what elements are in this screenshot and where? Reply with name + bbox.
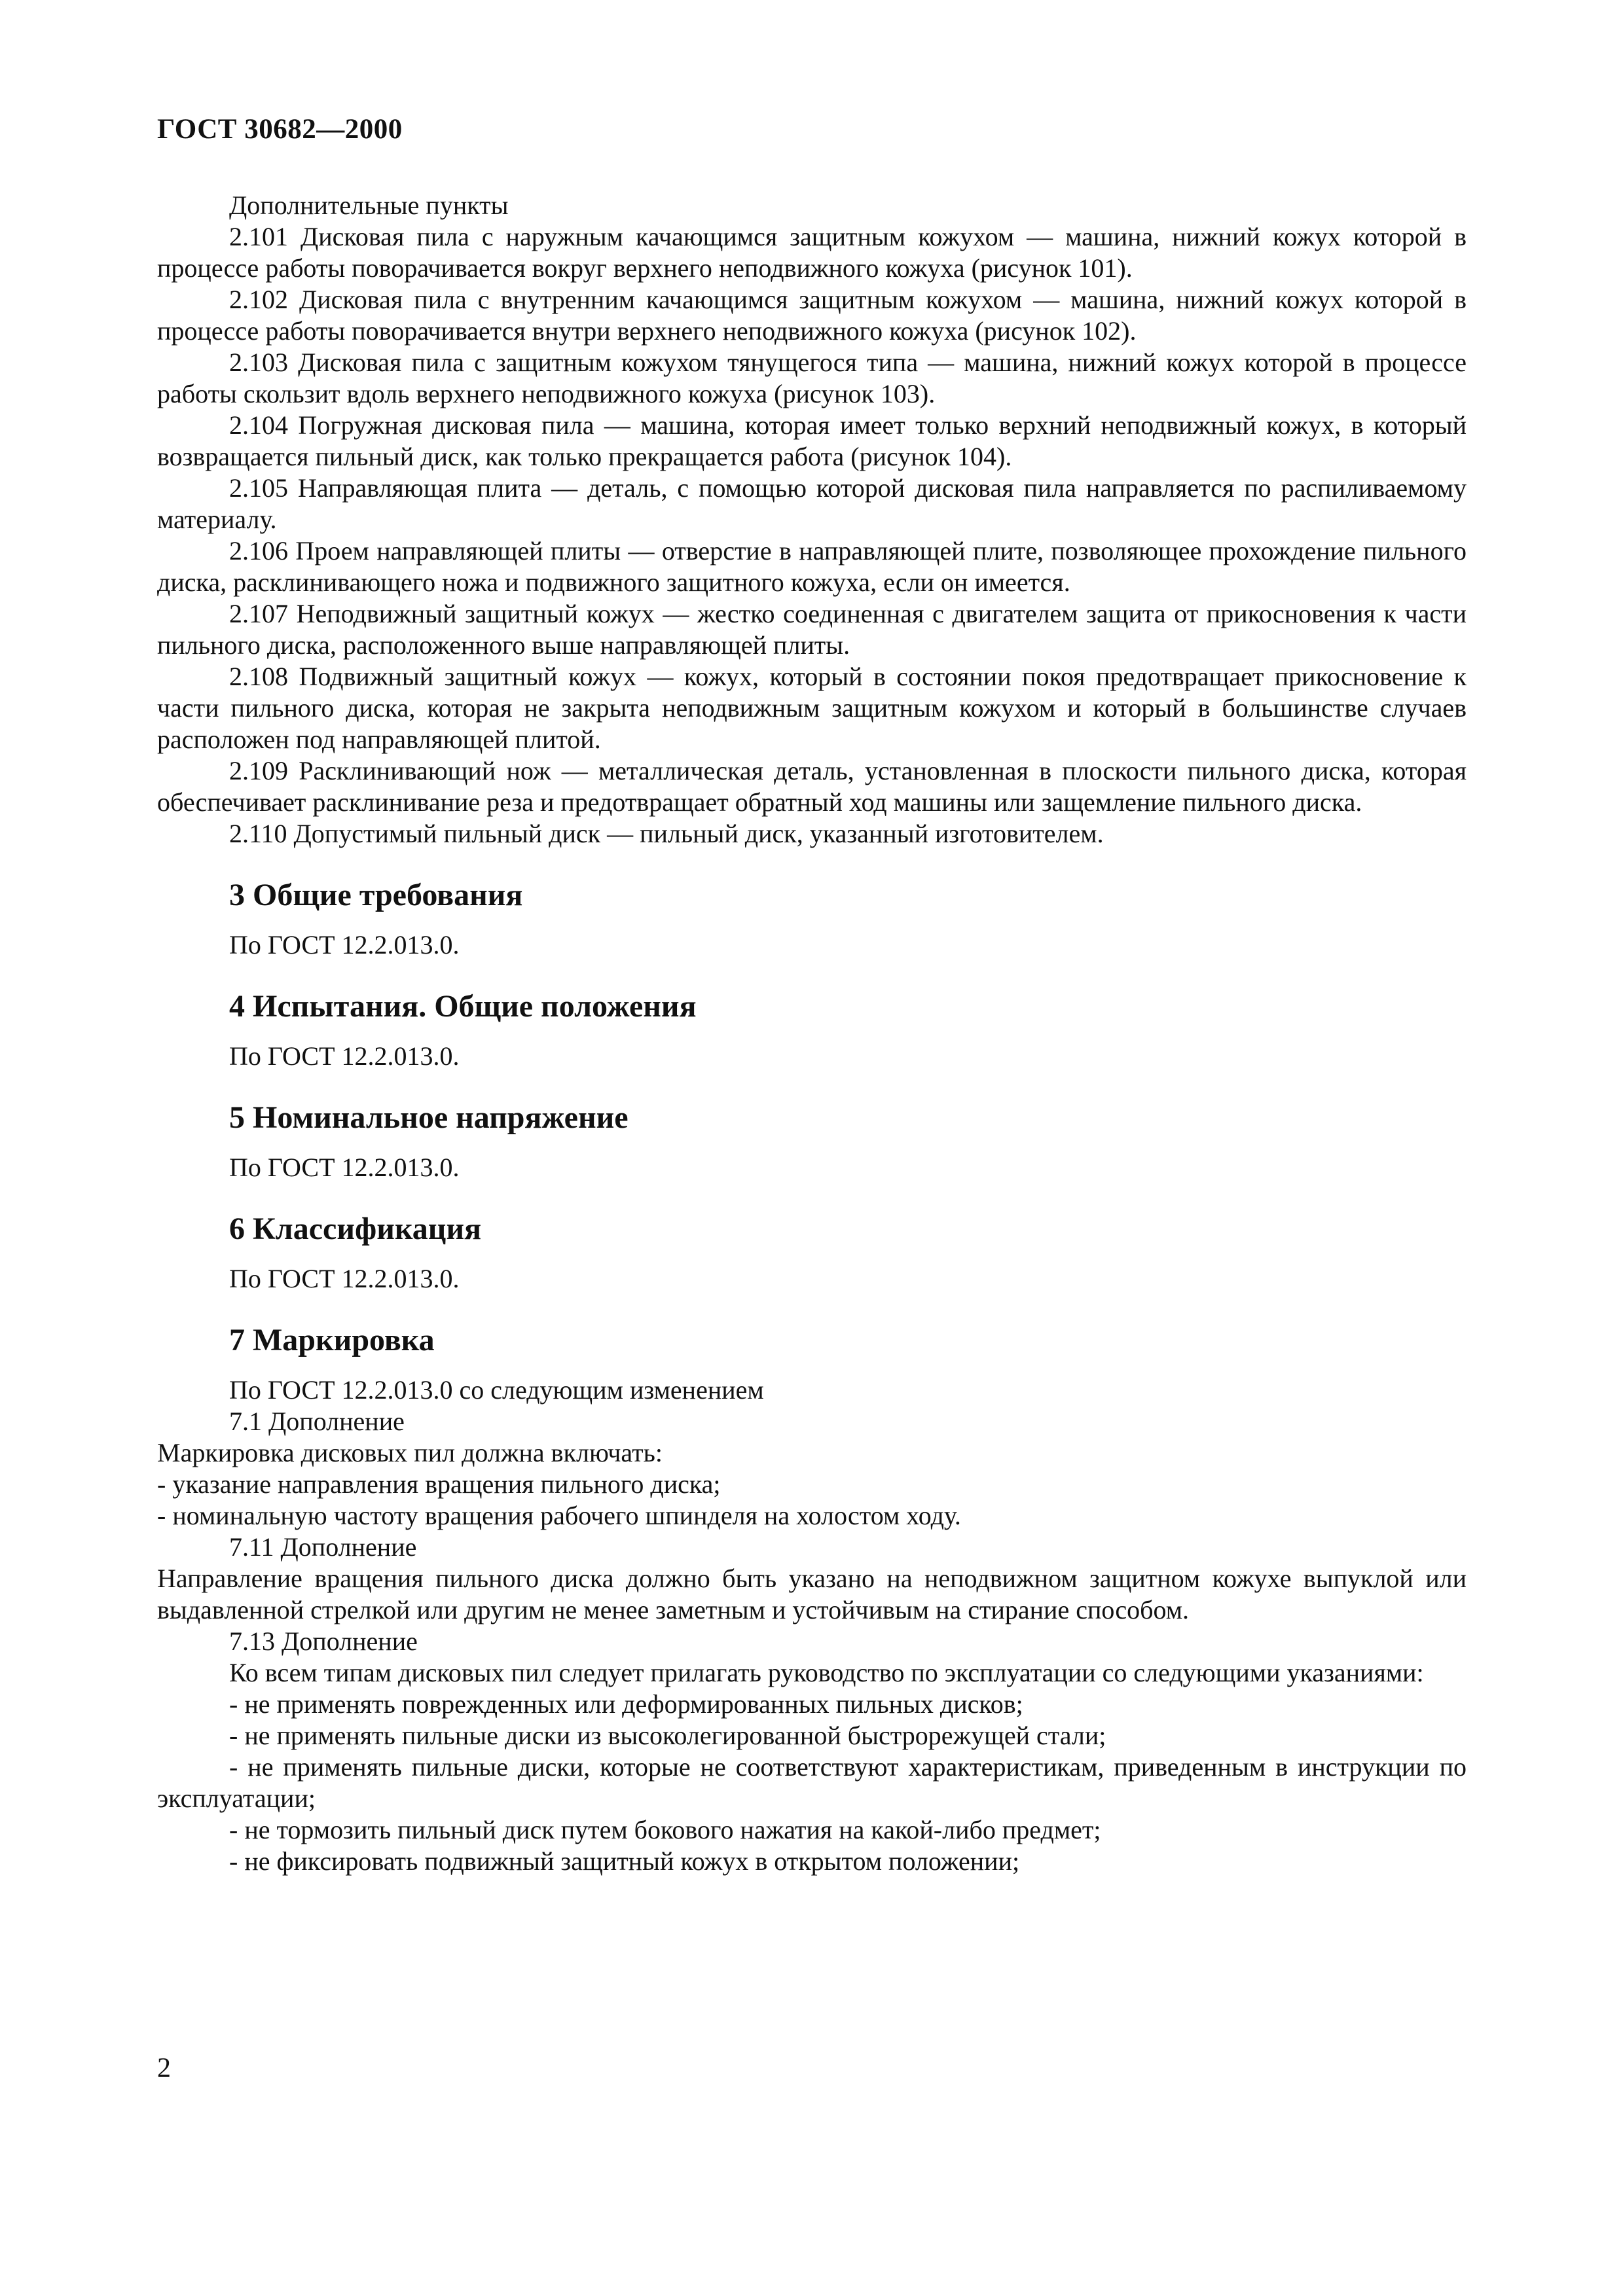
definition-item: 2.102 Дисковая пила с внутренним качающимся защитным кожухом — машина, нижний кожух которой в процессе работы поворачивается внутри верхнего неподвижного кожуха (рисунок 102). [157, 285, 1467, 346]
section-title: 4 Испытания. Общие положения [229, 989, 697, 1024]
subsection-7-1: 7.1 Дополнение [229, 1407, 405, 1436]
list-item: - не фиксировать подвижный защитный кожух в открытом положении; [229, 1846, 1020, 1876]
section-text: По ГОСТ 12.2.013.0. [229, 1153, 460, 1182]
definition-item: 2.101 Дисковая пила с наружным качающимся защитным кожухом — машина, нижний кожух которой в процессе работы поворачивается вокруг верхнего неподвижного кожуха (рисунок 101). [157, 222, 1467, 283]
subsection-7-1-text: Маркировка дисковых пил должна включать: [157, 1438, 663, 1467]
section-title: 3 Общие требования [229, 878, 523, 912]
section-marking [157, 1321, 1467, 1877]
section-rated-voltage [157, 1098, 1467, 1183]
document-body [157, 190, 1467, 1877]
list-item: - не применять пильные диски из высоколегированной быстрорежущей стали; [229, 1721, 1106, 1750]
list-item: - не тормозить пильный диск путем бокового нажатия на какой-либо предмет; [229, 1815, 1101, 1844]
section-text: По ГОСТ 12.2.013.0. [229, 930, 460, 960]
section-title: 7 Маркировка [229, 1323, 435, 1357]
section-classification [157, 1210, 1467, 1295]
list-item: - номинальную частоту вращения рабочего шпинделя на холостом ходу. [157, 1501, 961, 1530]
list-item: - не применять поврежденных или деформированных пильных дисков; [229, 1689, 1023, 1719]
subsection-7-11-text: Направление вращения пильного диска должно быть указано на неподвижном защитном кожухе выпуклой или выдавленной стрелкой или другим не менее заметным и устойчивым на стирание способом. [157, 1564, 1467, 1624]
definition-item: 2.108 Подвижный защитный кожух — кожух, который в состоянии покоя предотвращает прикосновение к части пильного диска, которая не закрыта неподвижным защитным кожухом и который в большинстве случаев расположен под направляющей плитой. [157, 662, 1467, 754]
definition-item: 2.106 Проем направляющей плиты — отверстие в направляющей плите, позволяющее прохождение пильного диска, расклинивающего ножа и подвижного защитного кожуха, если он имеется. [157, 536, 1467, 597]
document-header: ГОСТ 30682—2000 [157, 114, 403, 145]
list-item: - не применять пильные диски, которые не соответствуют характеристикам, приведенным в инструкции по эксплуатации; [157, 1752, 1467, 1813]
marking-intro: По ГОСТ 12.2.013.0 со следующим изменением [229, 1375, 764, 1405]
section-title: 5 Номинальное напряжение [229, 1100, 629, 1135]
definition-item: 2.103 Дисковая пила с защитным кожухом тянущегося типа — машина, нижний кожух которой в процессе работы скользит вдоль верхнего неподвижного кожуха (рисунок 103). [157, 348, 1467, 408]
definition-item: 2.109 Расклинивающий нож — металлическая деталь, установленная в плоскости пильного диска, которая обеспечивает расклинивание реза и предотвращает обратный ход машины или защемление пильного диска. [157, 756, 1467, 817]
section-testing [157, 987, 1467, 1072]
section-general-requirements [157, 876, 1467, 961]
list-item: - указание направления вращения пильного диска; [157, 1469, 721, 1499]
definition-item: 2.105 Направляющая плита — деталь, с помощью которой дисковая пила направляется по распиливаемому материалу. [157, 473, 1467, 534]
subsection-7-13-text: Ко всем типам дисковых пил следует прилагать руководство по эксплуатации со следующими указаниями: [229, 1658, 1424, 1687]
definition-item: 2.104 Погружная дисковая пила — машина, которая имеет только верхний неподвижный кожух, в который возвращается пильный диск, как только прекращается работа (рисунок 104). [157, 410, 1467, 471]
subsection-7-13: 7.13 Дополнение [229, 1626, 418, 1656]
definitions-title: Дополнительные пункты [229, 190, 509, 220]
subsection-7-11: 7.11 Дополнение [229, 1532, 417, 1562]
definition-item: 2.107 Неподвижный защитный кожух — жестко соединенная с двигателем защита от прикосновения к части пильного диска, расположенного выше направляющей плиты. [157, 599, 1467, 660]
definition-item: 2.110 Допустимый пильный диск — пильный диск, указанный изготовителем. [229, 819, 1104, 848]
page-number: 2 [157, 2053, 171, 2083]
section-text: По ГОСТ 12.2.013.0. [229, 1041, 460, 1071]
section-title: 6 Классификация [229, 1211, 482, 1246]
section-text: По ГОСТ 12.2.013.0. [229, 1264, 460, 1293]
